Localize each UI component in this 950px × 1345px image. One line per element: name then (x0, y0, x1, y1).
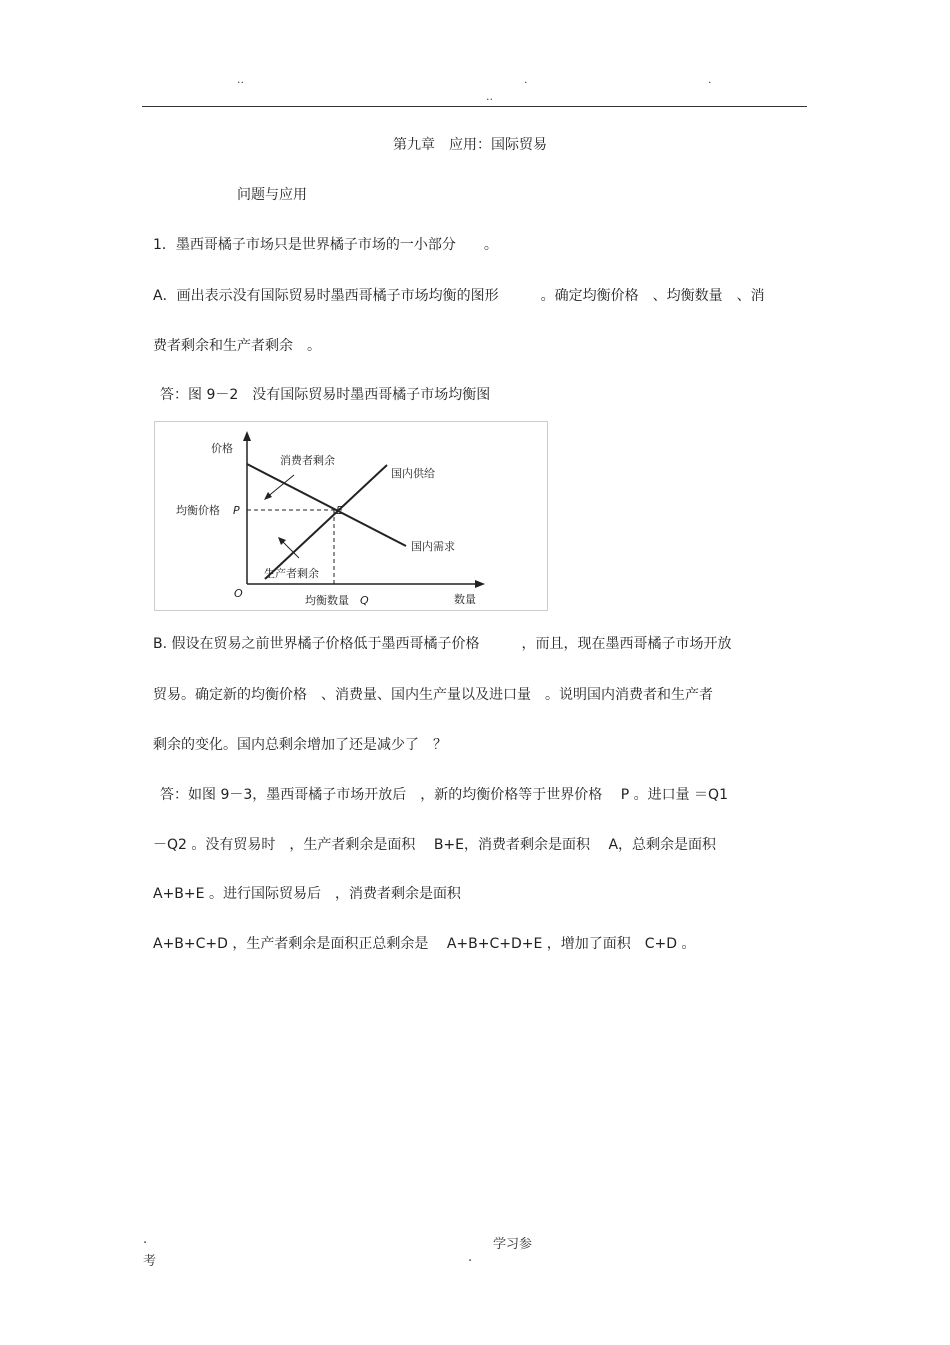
answer-b-line-2: －Q2 。没有贸易时 ，生产者剩余是面积 B+E，消费者剩余是面积 A，总剩余是面积 (153, 837, 717, 853)
consumer-surplus-label: 消费者剩余 (280, 454, 335, 467)
footer-dot-right: . (468, 1250, 473, 1265)
eq-price-label: 均衡价格 (176, 504, 220, 517)
equilibrium-figure (154, 421, 548, 611)
x-axis-label: 数量 (454, 593, 476, 606)
eq-quantity-label: 均衡数量 (305, 594, 349, 607)
header-dot-right: . (708, 73, 712, 86)
footer-dot-left: . (143, 1232, 148, 1247)
eq-price-symbol: P (233, 504, 240, 517)
answer-b-line-3: A+B+E 。进行国际贸易后 ，消费者剩余是面积 (153, 886, 461, 902)
answer-b-line-1: 答：如图 9－3，墨西哥橘子市场开放后 ，新的均衡价格等于世界价格 P 。进口量 ＝Q1 (160, 787, 728, 803)
question-a-line-1: A．画出表示没有国际贸易时墨西哥橘子市场均衡的图形 。确定均衡价格 、均衡数量 、消 (153, 288, 765, 304)
origin-label: O (234, 587, 243, 600)
question-b-line-1: B. 假设在贸易之前世界橘子价格低于墨西哥橘子价格 ，而且，现在墨西哥橘子市场开放 (153, 636, 732, 652)
header-rule (142, 106, 807, 107)
supply-label: 国内供给 (391, 467, 435, 480)
demand-label: 国内需求 (411, 540, 455, 553)
footer-center: 学习参 (493, 1237, 533, 1252)
header-dot-mid: . (524, 73, 528, 86)
header-dots-left: .. (237, 73, 244, 86)
header-dots-under: .. (486, 90, 493, 103)
question-b-line-2: 贸易。确定新的均衡价格 、消费量、国内生产量以及进口量 。说明国内消费者和生产者 (153, 687, 713, 703)
footer-left-char: 考 (143, 1254, 157, 1269)
eq-quantity-symbol: Q (360, 594, 369, 607)
producer-surplus-label: 生产者剩余 (264, 567, 319, 580)
section-heading: 问题与应用 (237, 187, 307, 203)
question-b-line-3: 剩余的变化。国内总剩余增加了还是减少了 ？ (153, 737, 447, 753)
chapter-title: 第九章 应用：国际贸易 (393, 137, 547, 153)
question-a-line-2: 费者剩余和生产者剩余 。 (153, 338, 321, 354)
question-1: 1．墨西哥橘子市场只是世界橘子市场的一小部分 。 (153, 237, 498, 253)
answer-b-line-4: A+B+C+D ，生产者剩余是面积正总剩余是 A+B+C+D+E ，增加了面积 C+D 。 (153, 936, 696, 952)
eq-point-label: E (336, 504, 343, 517)
answer-a: 答：图 9－2 没有国际贸易时墨西哥橘子市场均衡图 (160, 387, 491, 403)
y-axis-label: 价格 (211, 442, 233, 455)
